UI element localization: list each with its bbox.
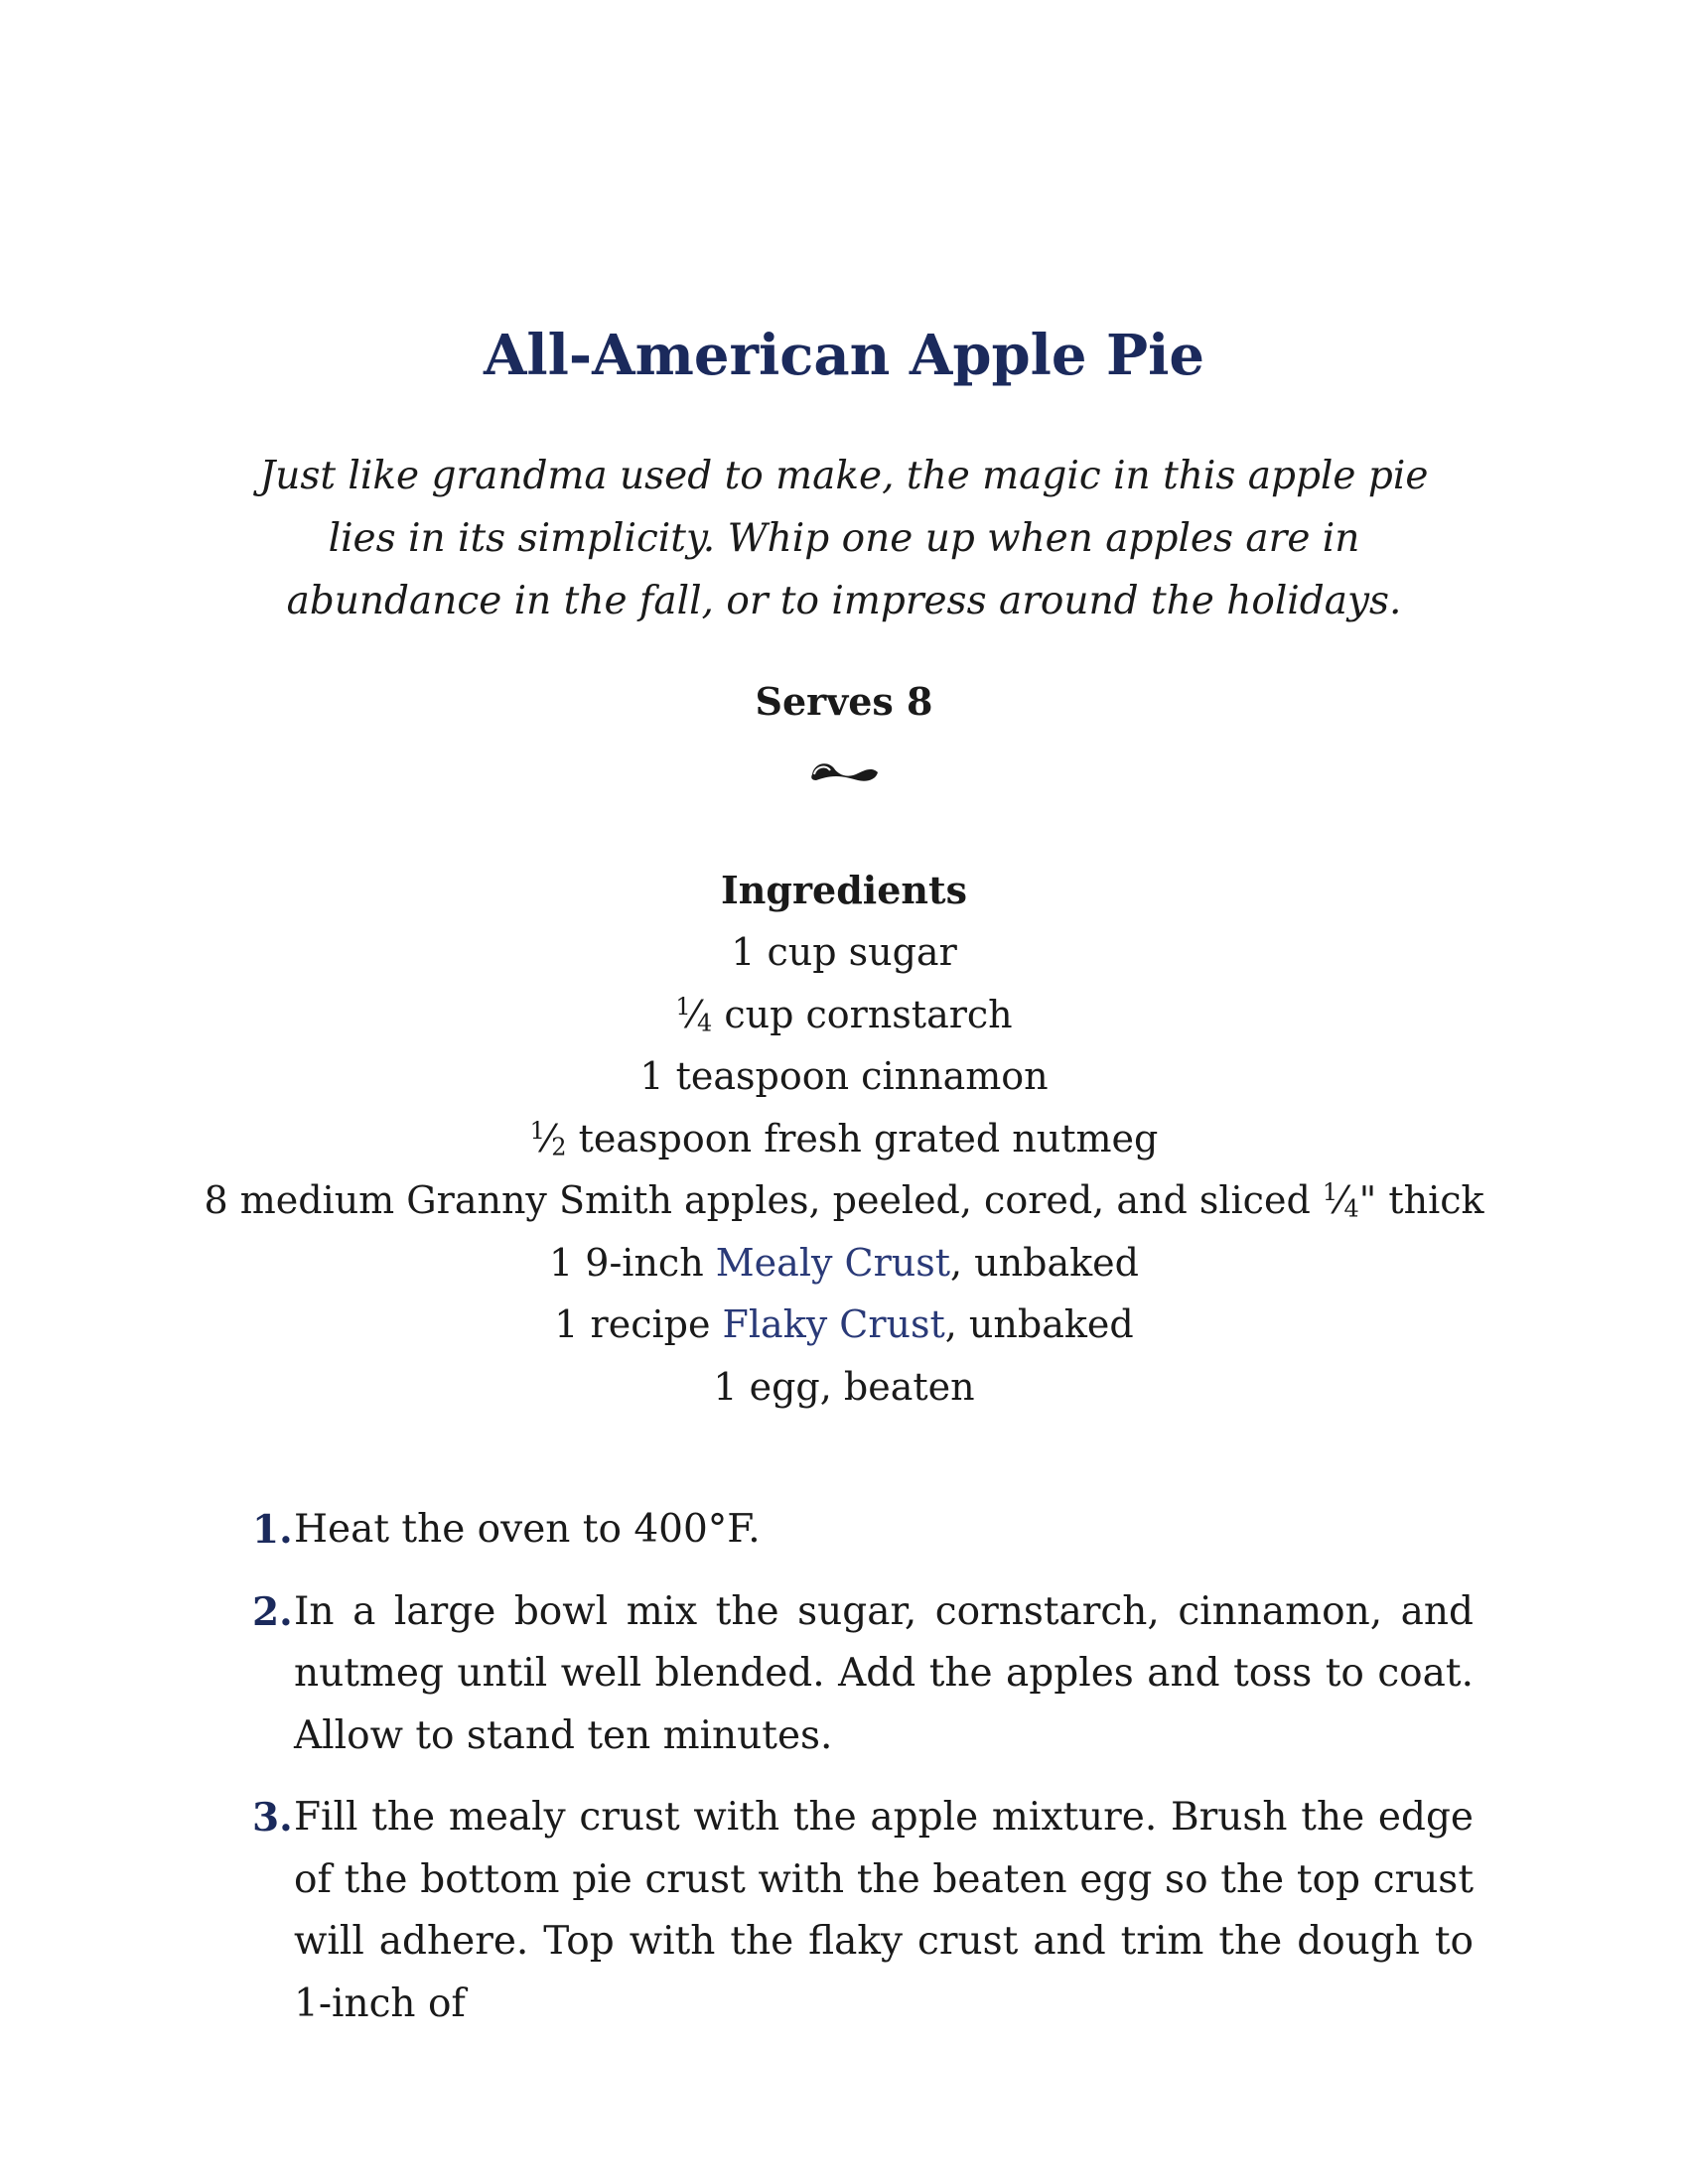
fraction: $^1⁄_2$	[529, 1116, 567, 1161]
ingredient-item	[0, 1294, 1688, 1356]
recipe-intro: Just like grandma used to make, the magic in this apple pie lies in its simplicity. Whip one up when apples are in abundance in the fall, or to impress around the holidays.	[259, 454, 1429, 623]
ingredient-text: cup cornstarch	[712, 992, 1013, 1036]
ingredient-text: 1 cup sugar	[731, 930, 957, 974]
flaky-crust-link[interactable]: Flaky Crust	[722, 1302, 945, 1346]
step-number: 2.	[252, 1588, 293, 1635]
servings-label: Serves 8	[755, 679, 933, 724]
ingredient-item	[0, 1356, 1688, 1419]
ingredient-item	[0, 1169, 1688, 1232]
ingredient-suffix: , unbaked	[944, 1302, 1134, 1346]
ingredient-item	[0, 1045, 1688, 1108]
step-number: 1.	[252, 1507, 293, 1553]
ingredient-prefix: 1 9-inch	[549, 1240, 716, 1285]
ingredient-prefix: 1 recipe	[554, 1302, 723, 1346]
ingredient-text: 8 medium Granny Smith apples, peeled, cored, and sliced	[204, 1178, 1323, 1222]
ingredients-heading: Ingredients	[721, 868, 967, 912]
fraction: $^1⁄_4$	[675, 992, 713, 1037]
ingredient-item	[0, 921, 1688, 984]
ingredient-text: teaspoon fresh grated nutmeg	[566, 1116, 1159, 1160]
mealy-crust-link[interactable]: Mealy Crust	[715, 1240, 951, 1285]
fraction-numerator: 1	[529, 1116, 545, 1145]
fraction-denominator: 4	[1343, 1194, 1359, 1223]
instruction-step	[252, 1499, 1474, 1562]
step-text: Heat the oven to 400°F.	[294, 1507, 761, 1552]
fraction-numerator: 1	[675, 992, 691, 1021]
ingredient-item	[0, 1108, 1688, 1170]
ingredient-text: 1 teaspoon cinnamon	[639, 1054, 1049, 1098]
fraction-denominator: 2	[551, 1133, 567, 1161]
ingredient-item	[0, 984, 1688, 1046]
recipe-title: All-American Apple Pie	[483, 323, 1205, 388]
fraction-denominator: 4	[696, 1009, 713, 1037]
fraction: $^1⁄_4$	[1322, 1177, 1359, 1223]
ingredient-suffix: " thick	[1358, 1178, 1484, 1222]
step-number: 3.	[252, 1795, 293, 1841]
instructions-list	[252, 1499, 1474, 2055]
step-text: Fill the mealy crust with the apple mixture. Brush the edge of the bottom pie crust with the beaten egg so the top crust will adhere. Top with the flaky crust and trim the dough to 1-inch of	[294, 1795, 1474, 2026]
fraction-numerator: 1	[1322, 1177, 1338, 1206]
ingredient-item	[0, 1232, 1688, 1295]
step-text: In a large bowl mix the sugar, cornstarch, cinnamon, and nutmeg until well blended. Add the apples and toss to coat. Allow to stand ten minutes.	[294, 1588, 1474, 1758]
swash-ornament-icon	[806, 752, 882, 788]
ingredients-list	[0, 921, 1688, 1418]
instruction-step	[252, 1787, 1474, 2035]
ingredient-suffix: , unbaked	[950, 1240, 1139, 1285]
instruction-step	[252, 1581, 1474, 1768]
ingredient-text: 1 egg, beaten	[713, 1364, 975, 1409]
